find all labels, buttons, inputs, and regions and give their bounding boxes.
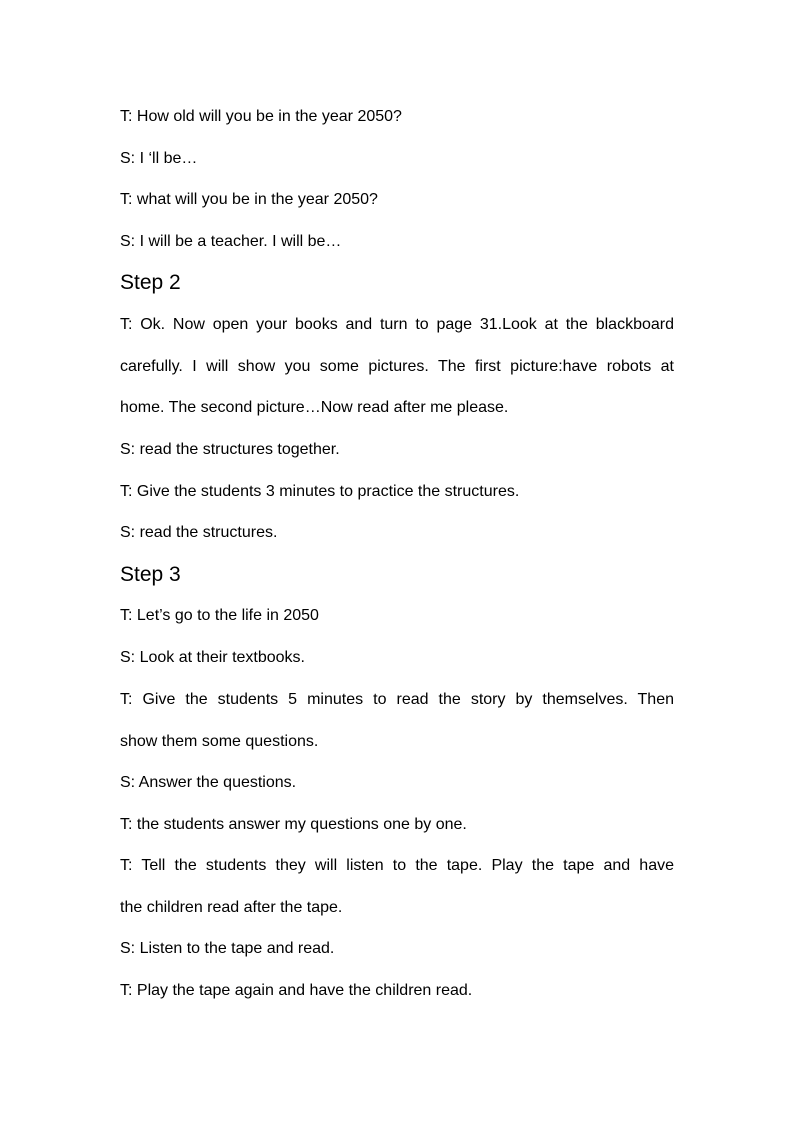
text-line: show them some questions. bbox=[120, 733, 319, 750]
text-line: T: the students answer my questions one by one. bbox=[120, 816, 467, 833]
text-line: T: Play the tape again and have the children read. bbox=[120, 982, 473, 999]
text-line: S: read the structures. bbox=[120, 524, 278, 541]
text-line: T: How old will you be in the year 2050? bbox=[120, 108, 402, 125]
text-line: S: Listen to the tape and read. bbox=[120, 940, 335, 957]
text-line: T: what will you be in the year 2050? bbox=[120, 191, 378, 208]
text-line: S: I ‘ll be… bbox=[120, 150, 198, 167]
section-heading-step-3: Step 3 bbox=[120, 563, 181, 586]
text-line: S: Answer the questions. bbox=[120, 774, 297, 791]
text-line: the children read after the tape. bbox=[120, 899, 343, 916]
text-line: S: I will be a teacher. I will be… bbox=[120, 233, 342, 250]
text-line: S: Look at their textbooks. bbox=[120, 649, 305, 666]
text-line: home. The second picture…Now read after me please. bbox=[120, 399, 509, 416]
document-page bbox=[120, 0, 674, 1123]
text-line: T: Tell the students they will listen to the tape. Play the tape and have bbox=[120, 857, 674, 874]
text-line: carefully. I will show you some pictures. The first picture:have robots at bbox=[120, 358, 674, 375]
text-line: T: Give the students 5 minutes to read the story by themselves. Then bbox=[120, 691, 674, 708]
text-line: T: Ok. Now open your books and turn to page 31.Look at the blackboard bbox=[120, 316, 674, 333]
section-heading-step-2: Step 2 bbox=[120, 271, 181, 294]
text-line: T: Let’s go to the life in 2050 bbox=[120, 607, 319, 624]
text-line: S: read the structures together. bbox=[120, 441, 340, 458]
text-line: T: Give the students 3 minutes to practice the structures. bbox=[120, 483, 520, 500]
